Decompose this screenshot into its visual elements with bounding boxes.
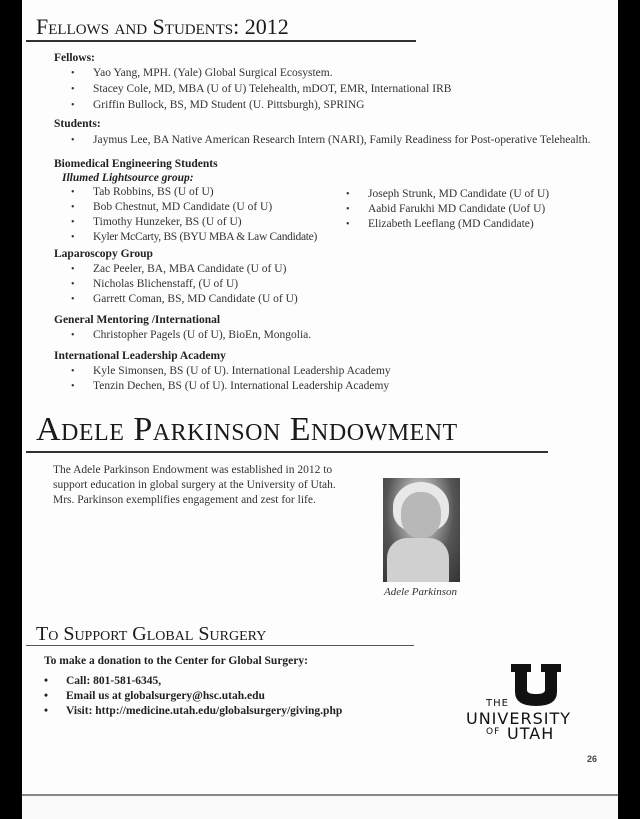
biomedical-item: •Elizabeth Leeflang (MD Candidate)	[346, 218, 534, 230]
logo-of: OF	[486, 727, 501, 737]
laparoscopy-item: •Garrett Coman, BS, MD Candidate (U of U)	[71, 293, 298, 305]
biomedical-item: •Aabid Farukhi MD Candidate (Uof U)	[346, 203, 545, 215]
bullet-icon	[71, 216, 93, 228]
donation-website[interactable]: • Visit: http://medicine.utah.edu/globalsurgery/giving.php	[44, 705, 343, 717]
leadership-heading: International Leadership Academy	[54, 350, 226, 362]
bullet-icon	[346, 203, 368, 215]
bullet-icon	[71, 329, 93, 341]
bullet-icon: •	[44, 675, 49, 687]
block-u-logo-icon	[511, 664, 561, 706]
bullet-icon	[346, 188, 368, 200]
leadership-item: •Kyle Simonsen, BS (U of U). International Leadership Academy	[71, 365, 391, 377]
adele-parkinson-photo	[383, 478, 460, 582]
laparoscopy-item: •Zac Peeler, BA, MBA Candidate (U of U)	[71, 263, 286, 275]
bullet-icon	[71, 67, 93, 79]
biomedical-item: •Kyler McCarty, BS (BYU MBA & Law Candidate)	[71, 231, 317, 243]
fellow-item: •Yao Yang, MPH. (Yale) Global Surgical Ecosystem.	[71, 67, 333, 79]
fellows-heading: Fellows:	[54, 52, 95, 64]
illumed-subheading: Illumed Lightsource group:	[62, 172, 194, 184]
bullet-icon: •	[44, 690, 49, 702]
support-section-title: To Support Global Surgery	[36, 623, 267, 645]
bullet-icon	[71, 201, 93, 213]
biomedical-heading: Biomedical Engineering Students	[54, 158, 218, 170]
endowment-description: The Adele Parkinson Endowment was established in 2012 to support education in global surgery at the University of Utah. Mrs. Parkinson exemplifies engagement and zest for life.	[53, 464, 336, 506]
student-item: •Jaymus Lee, BA Native American Research Intern (NARI), Family Readiness for Post-operative Telehealth.	[71, 134, 591, 146]
biomedical-item: •Joseph Strunk, MD Candidate (U of U)	[346, 188, 549, 200]
fellows-section-title: Fellows and Students: 2012	[36, 14, 289, 39]
mentoring-item: •Christopher Pagels (U of U), BioEn, Mongolia.	[71, 329, 311, 341]
bullet-icon	[71, 293, 93, 305]
biomedical-item: •Timothy Hunzeker, BS (U of U)	[71, 216, 242, 228]
bullet-icon	[71, 278, 93, 290]
section-rule	[26, 451, 548, 453]
photo-caption: Adele Parkinson	[384, 586, 458, 598]
bullet-icon	[346, 218, 368, 230]
biomedical-item: •Bob Chestnut, MD Candidate (U of U)	[71, 201, 272, 213]
endowment-section-title: Adele Parkinson Endowment	[36, 411, 458, 448]
bullet-icon	[71, 186, 93, 198]
bullet-icon	[71, 231, 93, 243]
logo-utah: UTAH	[507, 724, 555, 743]
donation-intro: To make a donation to the Center for Global Surgery:	[44, 655, 308, 667]
students-heading: Students:	[54, 118, 101, 130]
bullet-icon	[71, 134, 93, 146]
logo-the: THE	[486, 698, 509, 709]
section-rule	[26, 40, 416, 42]
laparoscopy-heading: Laparoscopy Group	[54, 248, 153, 260]
bullet-icon	[71, 365, 93, 377]
bullet-icon: •	[44, 705, 49, 717]
page-number: 26	[587, 754, 598, 764]
laparoscopy-item: •Nicholas Blichenstaff, (U of U)	[71, 278, 238, 290]
fellow-item: •Stacey Cole, MD, MBA (U of U) Telehealth, mDOT, EMR, International IRB	[71, 83, 451, 95]
section-rule	[26, 645, 414, 646]
mentoring-heading: General Mentoring /International	[54, 314, 221, 326]
bullet-icon	[71, 83, 93, 95]
bullet-icon	[71, 99, 93, 111]
donation-call: • Call: 801-581-6345,	[44, 675, 162, 687]
donation-email[interactable]: • Email us at globalsurgery@hsc.utah.edu	[44, 690, 265, 702]
bullet-icon	[71, 380, 93, 392]
fellow-item: •Griffin Bullock, BS, MD Student (U. Pittsburgh), SPRING	[71, 99, 364, 111]
leadership-item: •Tenzin Dechen, BS (U of U). International Leadership Academy	[71, 380, 389, 392]
biomedical-item: •Tab Robbins, BS (U of U)	[71, 186, 214, 198]
logo-university: UNIVERSITY	[466, 709, 571, 728]
next-page-edge	[22, 796, 618, 819]
bullet-icon	[71, 263, 93, 275]
